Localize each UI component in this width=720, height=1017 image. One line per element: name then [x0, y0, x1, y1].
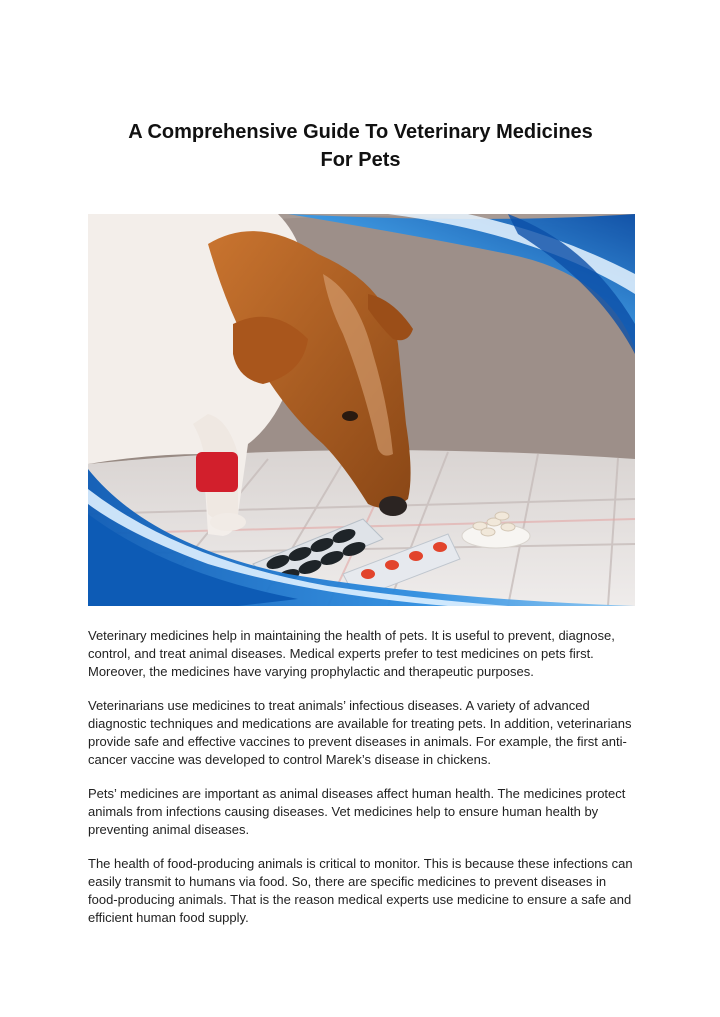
title-line-2: For Pets — [320, 149, 401, 171]
hero-image — [88, 214, 635, 606]
dog-eye-shape — [342, 411, 358, 421]
paragraph: The health of food-producing animals is critical to monitor. This is because these infections can easily transmit to humans via food. So, there are specific medicines to prevent diseases in food-producing animals. That is the reason medical experts use medicine to ensure a safe and efficient human food supply. — [88, 856, 633, 925]
dog-nose-shape — [379, 496, 407, 516]
title-line-1: A Comprehensive Guide To Veterinary Medicines — [128, 121, 593, 143]
paragraph: Veterinary medicines help in maintaining the health of pets. It is useful to prevent, diagnose, control, and treat animal diseases. Medical experts prefer to test medicines on pets first. Moreover, the medicines have varying prophylactic and therapeutic purposes. — [88, 628, 615, 679]
article-body — [88, 627, 638, 943]
red-bandage-shape — [196, 452, 238, 492]
page-title — [88, 118, 633, 174]
paragraph: Veterinarians use medicines to treat animals’ infectious diseases. A variety of advanced diagnostic techniques and medications are available for treating pets. In addition, veterinarians provide safe and effective vaccines to prevent diseases in animals. For example, the first anti-cancer vaccine was developed to control Marek’s disease in chickens. — [88, 698, 632, 767]
dog-with-pills-illustration — [88, 214, 635, 606]
paragraph: Pets’ medicines are important as animal diseases affect human health. The medicines protect animals from infections causing diseases. Vet medicines help to ensure human health by preventing animal diseases. — [88, 786, 626, 837]
